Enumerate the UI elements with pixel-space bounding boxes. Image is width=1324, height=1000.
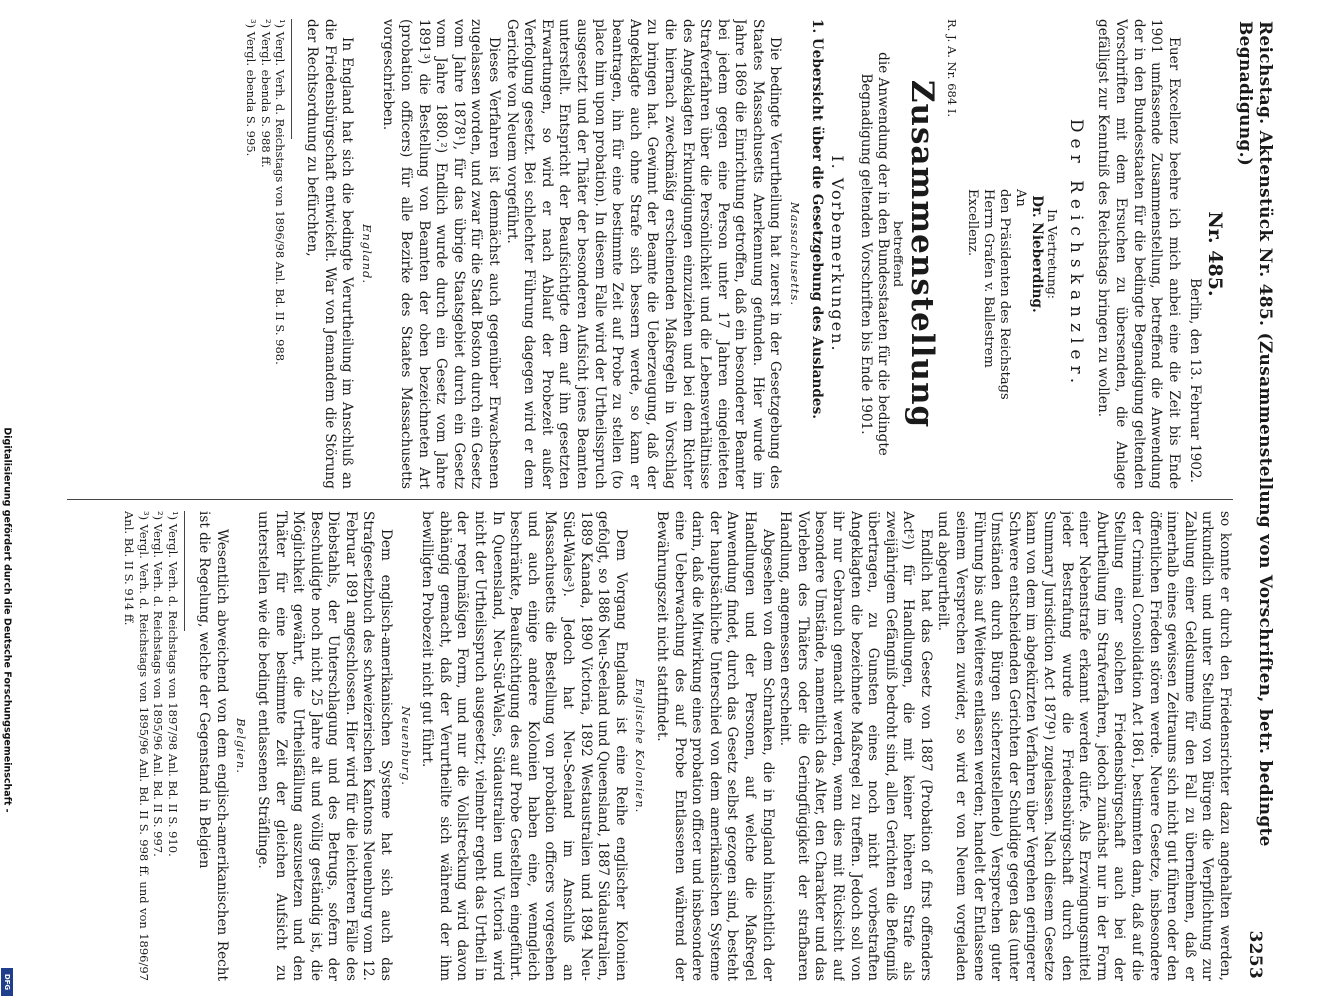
page-number: 3253 [1245,930,1265,979]
region-heading: Neuenburg. [398,706,413,786]
recipient-address [964,189,1028,489]
reference-number: R. J. A. Nr. 684 I. [944,19,959,118]
addr-line: Herrn Grafen v. Ballestrem [980,189,996,368]
credit-text: Digitalisierung gefördert durch die Deutsche Forschungsgemeinschaft - [1,427,13,813]
addr-line: Excellenz. [964,189,980,257]
signer-name: Dr. Nieberding. [1029,195,1046,313]
paragraph: Die bedingte Verurtheilung hat zuerst in der Gesetzgebung des Staates Massachusetts Anerkennung gefunden. Hier wurde im Jahre 1869 die Einrichtung getroffen, daß ein besonderer Beamter bei jedem gegen eine Person unter 17 Jahren eingeleiteten Strafverfahren über die Persönlichkeit und die Lebensverhältnisse des Angeklagten Erkundigungen einzuziehen und bei dem Richter die hiernach zweckmäßig erscheinenden Maßregeln in Vorschlag zu bringen hat. Gewinnt der Beamte die Ueberzeugung, daß der Angeklagte auch ohne Strafe sich bessern werde, so kann er beantragen, ihn für eine bestimmte Zeit auf Probe zu stellen (to place him upon probation). In diesem Falle wird der Urtheilsspruch ausgesetzt und der Thäter der besonderen Aufsicht jenes Beamten unterstellt. Entspricht der Beaufsichtigte dem auf ihn gesetzten Erwartungen, so wird er nach Ablauf der Probezeit außer Verfolgung gesetzt. Bei schlechter Führung dagegen wird er dem Gerichte von Neuem vorgeführt. [503,19,784,489]
region-heading: Englische Kolonien. [633,678,648,814]
running-header [1235,21,1275,979]
paragraph: Wesentlich abweichend von dem englisch-amerikanischen Recht ist die Regelung, welche der Gegenstand in Belgien [196,511,230,981]
signer-title: Der Reichskanzler. [1065,118,1086,390]
paragraph: In England hat sich die bedingte Verurtheilung im Anschluß an die Friedensbürgschaft entwickelt. War von Jemandem die Störung der Rechtsordnung zu befürchten, [304,19,356,489]
subsection-heading: 1. Uebersicht über die Gesetzgebung des Auslandes. [808,19,825,419]
region-heading: Belgien. [234,718,249,774]
region-heading: Massachusetts. [788,201,803,307]
footnote-rule [184,511,185,631]
dateline: Berlin, den 13. Februar 1902. [1187,278,1204,483]
footnote: ²) Vergl. Verh. d. Reichstags von 1895/96 Anl. Bd. II S. 997. [151,511,166,857]
left-column [55,19,1233,489]
footnote: ¹) Vergl. Verh. d. Reichstags von 1897/98 Anl. Bd. II S. 910. [165,511,180,857]
paragraph: so konnte er durch den Friedensrichter dazu angehalten werden, urkundlich und unter Stellung von Bürgen die Verpflichtung zur Zahlung einer Geldsumme für den Fall zu übernehmen, daß er innerhalb eines gewissen Zeitraums sich nicht gut führen oder den öffentlichen Frieden stören werde. Neuere Gesetze, insbesondere der Criminal Consolidation Act 1861, bestimmten dann, daß auf die Stellung einer solchen Friedensbürgschaft auch bei der Aburtheilung im Strafverfahren, jedoch zunächst nur in der Form einer Nebenstrafe erkannt werden dürfe. Als Erzwingungsmittel jeder Bestrafung wurde die Friedensbürgschaft durch den Summary Jurisdiction Act 1879¹) zugelassen. Nach diesem Gesetze kann von dem im abgekürzten Verfahren über Vergehen geringerer Schwere entscheidenden Gerichten der Schuldige gegen das (unter Umständen durch Bürgen sicherzustellende) Versprechen guter Führung bis auf Weiteres entlassen werden; handelt der Entlassene seinem Versprechen zuwider, so wird er von Neuem vorgeladen und abgeurtheilt. [935,511,1233,981]
dfg-logo [1,968,13,996]
digitization-credit [0,0,14,1000]
deputy-line: In Vertretung: [1045,209,1061,299]
document-page [47,5,1277,995]
paragraph: Endlich hat das Gesetz von 1887 (Probation of first offenders Act²)) für Handlungen, die mit keiner höheren Strafe als zweijährigem Gefängniß bedroht sind, allen Gerichten die Befugniß übertragen, zu Gunsten eines noch nicht vorbestraften Angeklagten die bezeichnete Maßregel zu treffen. Jedoch soll von ihr nur Gebrauch gemacht werden, wenn dies mit Rücksicht auf besondere Umstände, namentlich das Alter, den Charakter und das Vorleben des Thäters oder die Geringfügigkeit der strafbaren Handlung, angemessen erscheint. [777,511,934,981]
footnote: ¹) Vergl. Verh. d. Reichstags von 1896/98 Anl. Bd. II S. 988. [273,19,288,365]
logo-text: DFG [3,973,11,991]
right-column [55,511,1233,981]
paragraph: Abgesehen von dem Schranken, die in England hinsichtlich der Handlungen und der Personen, auf welche die Maßregel Anwendung findet, durch das Gesetz selbst gezogen sind, besteht der hauptsächliche Unterschied von dem amerikanischen Systeme darin, daß die Mitwirkung eines probation officer und insbesondere eine Ueberwachung des auf Probe Entlassenen während der Bewährungszeit nicht stattfindet. [654,511,776,981]
footnote: ³) Vergl. ebenda S. 995. [244,19,259,157]
header-title: Reichstag. Aktenstück Nr. 485. (Zusammenstellung von Vorschriften, betr. bedingte Begnadigung.) [1235,21,1275,847]
document-title: Zusammenstellung [904,79,941,429]
addr-line: den Präsidenten des Reichstags [996,189,1012,400]
paragraph: Dieses Verfahren ist demnächst auch gegenüber Erwachsenen zugelassen worden, und zwar für die Stadt Boston durch ein Gesetz vom Jahre 1878¹), für das übrige Staatsgebiet durch ein Gesetz vom Jahre 1880.²) Endlich wurde durch ein Gesetz vom Jahre 1891³) die Bestellung von Beamten der oben bezeichneten Art (probation officers) für alle Bezirke des Staates Massachusetts vorgeschrieben. [380,19,502,489]
section-heading: I. Vorbemerkungen. [828,155,848,353]
cover-letter: Euer Excellenz beehre ich mich anbei eine die Zeit bis Ende 1901 umfassende Zusammenstellung, betreffend die Anwendung der in den Bundesstaaten für die bedingte Begnadigung geltenden Vorschriften mit dem Ersuchen zu übersenden, die Anlage gefälligst zur Kenntniß des Reichstags bringen zu wollen. [1095,19,1182,489]
footnote-rule [291,19,292,139]
addr-line: An [1012,189,1028,207]
footnote: ²) Vergl. ebenda S. 988 ff. [258,19,273,168]
document-number: Nr. 485. [1204,211,1226,297]
paragraph: Dem Vorgang Englands ist eine Reihe englischer Kolonien gefolgt, so 1886 Neu-Seeland und Queensland, 1887 Südaustralien, 1889 Kanada, 1890 Victoria, 1892 Westaustralien und 1894 Neu-Süd-Wales³). Jedoch hat Neu-Seeland im Anschluß an Massachusetts die Bestellung von probation officers vorgesehen und auch einige andere Kolonien haben eine, wenngleich beschränkte, Beaufsichtigung des auf Probe Gestellten eingeführt. In Queensland, Neu-Süd-Wales, Südaustralien und Victoria wird nicht der Urtheilsspruch ausgesetzt; vielmehr ergeht das Urtheil in der regelmäßigen Form, und nur die Vollstreckung wird davon abhängig gemacht, daß der Verurtheilte sich während der ihm bewilligten Probezeit nicht gut führt. [419,511,629,981]
document-description: die Anwendung der in den Bundesstaaten für die bedingte Begnadigung geltenden Vorschriften bis Ende 1901. [857,52,892,456]
region-heading: England. [359,223,374,285]
column-divider [67,499,1233,500]
paragraph: Dem englisch-amerikanischen Systeme hat sich auch das Strafgesetzbuch des schweizerischen Kantons Neuenburg vom 12. Februar 1891 angeschlossen. Hier wird für die leichteren Fälle des Diebstahls, der Unterschlagung und des Betrugs, sofern der Beschuldigte noch nicht 25 Jahre alt und völlig geständig ist, die Möglichkeit gewährt, die Urtheilsfällung auszusetzen und den Thäter für eine bestimmte Zeit der gleichen Aufsicht zu unterstellen wie die bedingt entlassenen Sträflinge. [254,511,395,981]
document-subtitle: betreffend [891,220,907,288]
footnote: ³) Vergl. Verh. d. Reichstags von 1895/96 Anl. Bd. II S. 998 ff. und von 1896/97 Anl. Bd. II S. 914 ff. [122,511,151,981]
